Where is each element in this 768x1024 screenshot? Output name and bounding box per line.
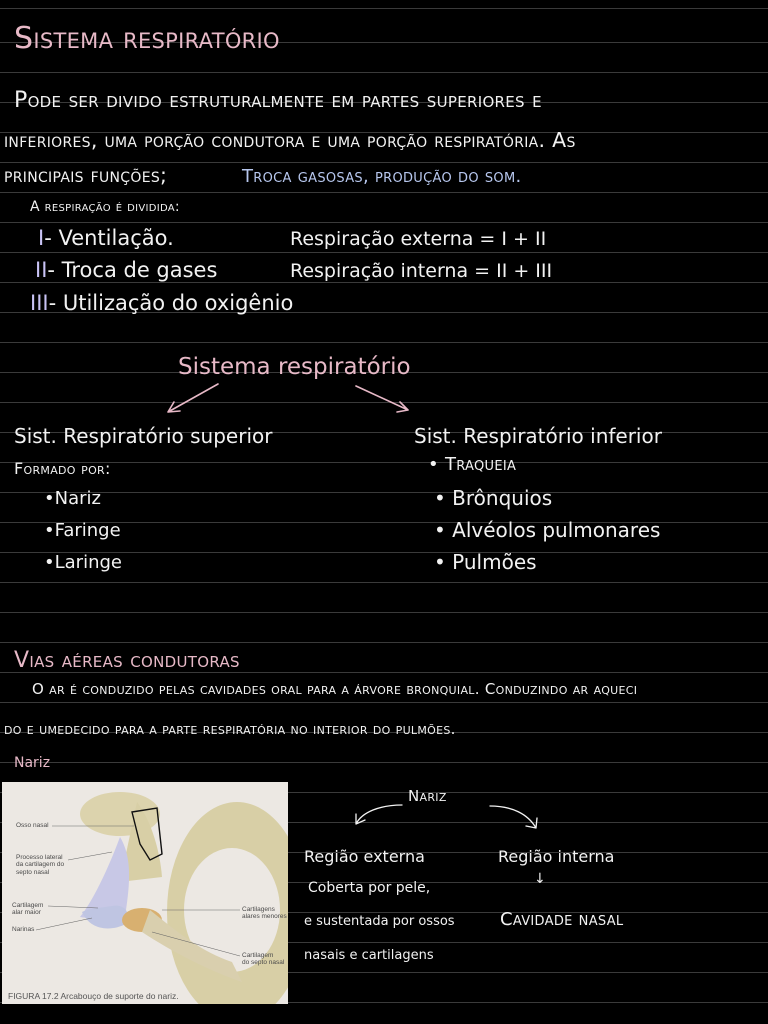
intro-line-1: Pode ser divido estruturalmente em partes superiores e [14, 88, 542, 113]
conducting-heading: Vias aéreas condutoras [14, 648, 240, 673]
arrow-left [168, 384, 218, 412]
intro-line-3a: principais funções; [4, 163, 168, 187]
page-title: Sistema respiratório [14, 21, 280, 56]
lower-item-4: • Pulmões [434, 550, 537, 574]
lower-item-1: • Traqueia [428, 454, 517, 475]
nose-figure [2, 782, 288, 1004]
division-item-3 [30, 293, 293, 314]
label-narinas: Narinas [12, 926, 35, 933]
internal-desc: Cavidade nasal [500, 909, 624, 930]
internal-respiration: Respiração interna = II + III [290, 260, 553, 282]
label-osso-nasal: Osso nasal [16, 822, 49, 829]
internal-arrow: ↓ [534, 871, 546, 887]
label-alares-menores: Cartilagens alares menores [242, 906, 287, 921]
upper-heading: Sist. Respiratório superior [14, 424, 273, 448]
division-heading: A respiração é dividida: [30, 199, 180, 215]
numeral-3: III [30, 291, 49, 315]
conducting-line-2: do e umedecido para a parte respiratória no interior do pulmões. [4, 720, 456, 738]
division-item-2 [35, 260, 217, 281]
label-processo-lateral: Processo lateral da cartilagem do septo nasal [16, 854, 65, 876]
arrow-to-external [356, 805, 402, 824]
lower-heading: Sist. Respiratório inferior [414, 424, 662, 448]
conducting-line-1: O ar é conduzido pelas cavidades oral para a árvore bronquial. Conduzindo ar aqueci [32, 680, 638, 698]
intro-line-2: inferiores, uma porção condutora e uma porção respiratória. As [4, 128, 576, 152]
internal-region: Região interna [498, 847, 615, 866]
figure-leader-lines [2, 782, 288, 1004]
upper-item-2: •Faringe [44, 520, 121, 541]
intro-functions: Troca gasosas, produção do som. [242, 166, 522, 187]
external-desc-1: Coberta por pele, [308, 880, 431, 896]
arrow-right [356, 386, 408, 412]
nose-map-title: Nariz [408, 787, 447, 805]
lower-item-3: • Alvéolos pulmonares [434, 518, 661, 542]
external-respiration: Respiração externa = I + II [290, 228, 547, 250]
division-item-2-text: - Troca de gases [47, 258, 218, 282]
upper-item-1: •Nariz [44, 488, 101, 509]
label-cartilagem-alar: Cartilagem alar maior [12, 902, 44, 917]
division-item-3-text: - Utilização do oxigênio [48, 291, 294, 315]
numeral-2: II [35, 258, 48, 282]
division-item-1-text: - Ventilação. [44, 226, 174, 250]
external-desc-3: nasais e cartilagens [304, 948, 434, 963]
formed-by: Formado por: [14, 459, 111, 478]
diagram-title: Sistema respiratório [178, 354, 411, 380]
arrow-to-internal [490, 806, 537, 828]
external-region: Região externa [304, 847, 425, 866]
division-item-1 [38, 228, 174, 249]
external-desc-2: e sustentada por ossos [304, 914, 455, 929]
figure-caption: FIGURA 17.2 Arcabouço de suporte do nariz. [8, 991, 179, 1001]
upper-item-3: •Laringe [44, 552, 122, 573]
numeral-1: I [38, 226, 45, 250]
lower-item-2: • Brônquios [434, 486, 553, 510]
nose-subheading: Nariz [14, 755, 51, 771]
label-septo: Cartilagem do septo nasal [242, 952, 285, 967]
